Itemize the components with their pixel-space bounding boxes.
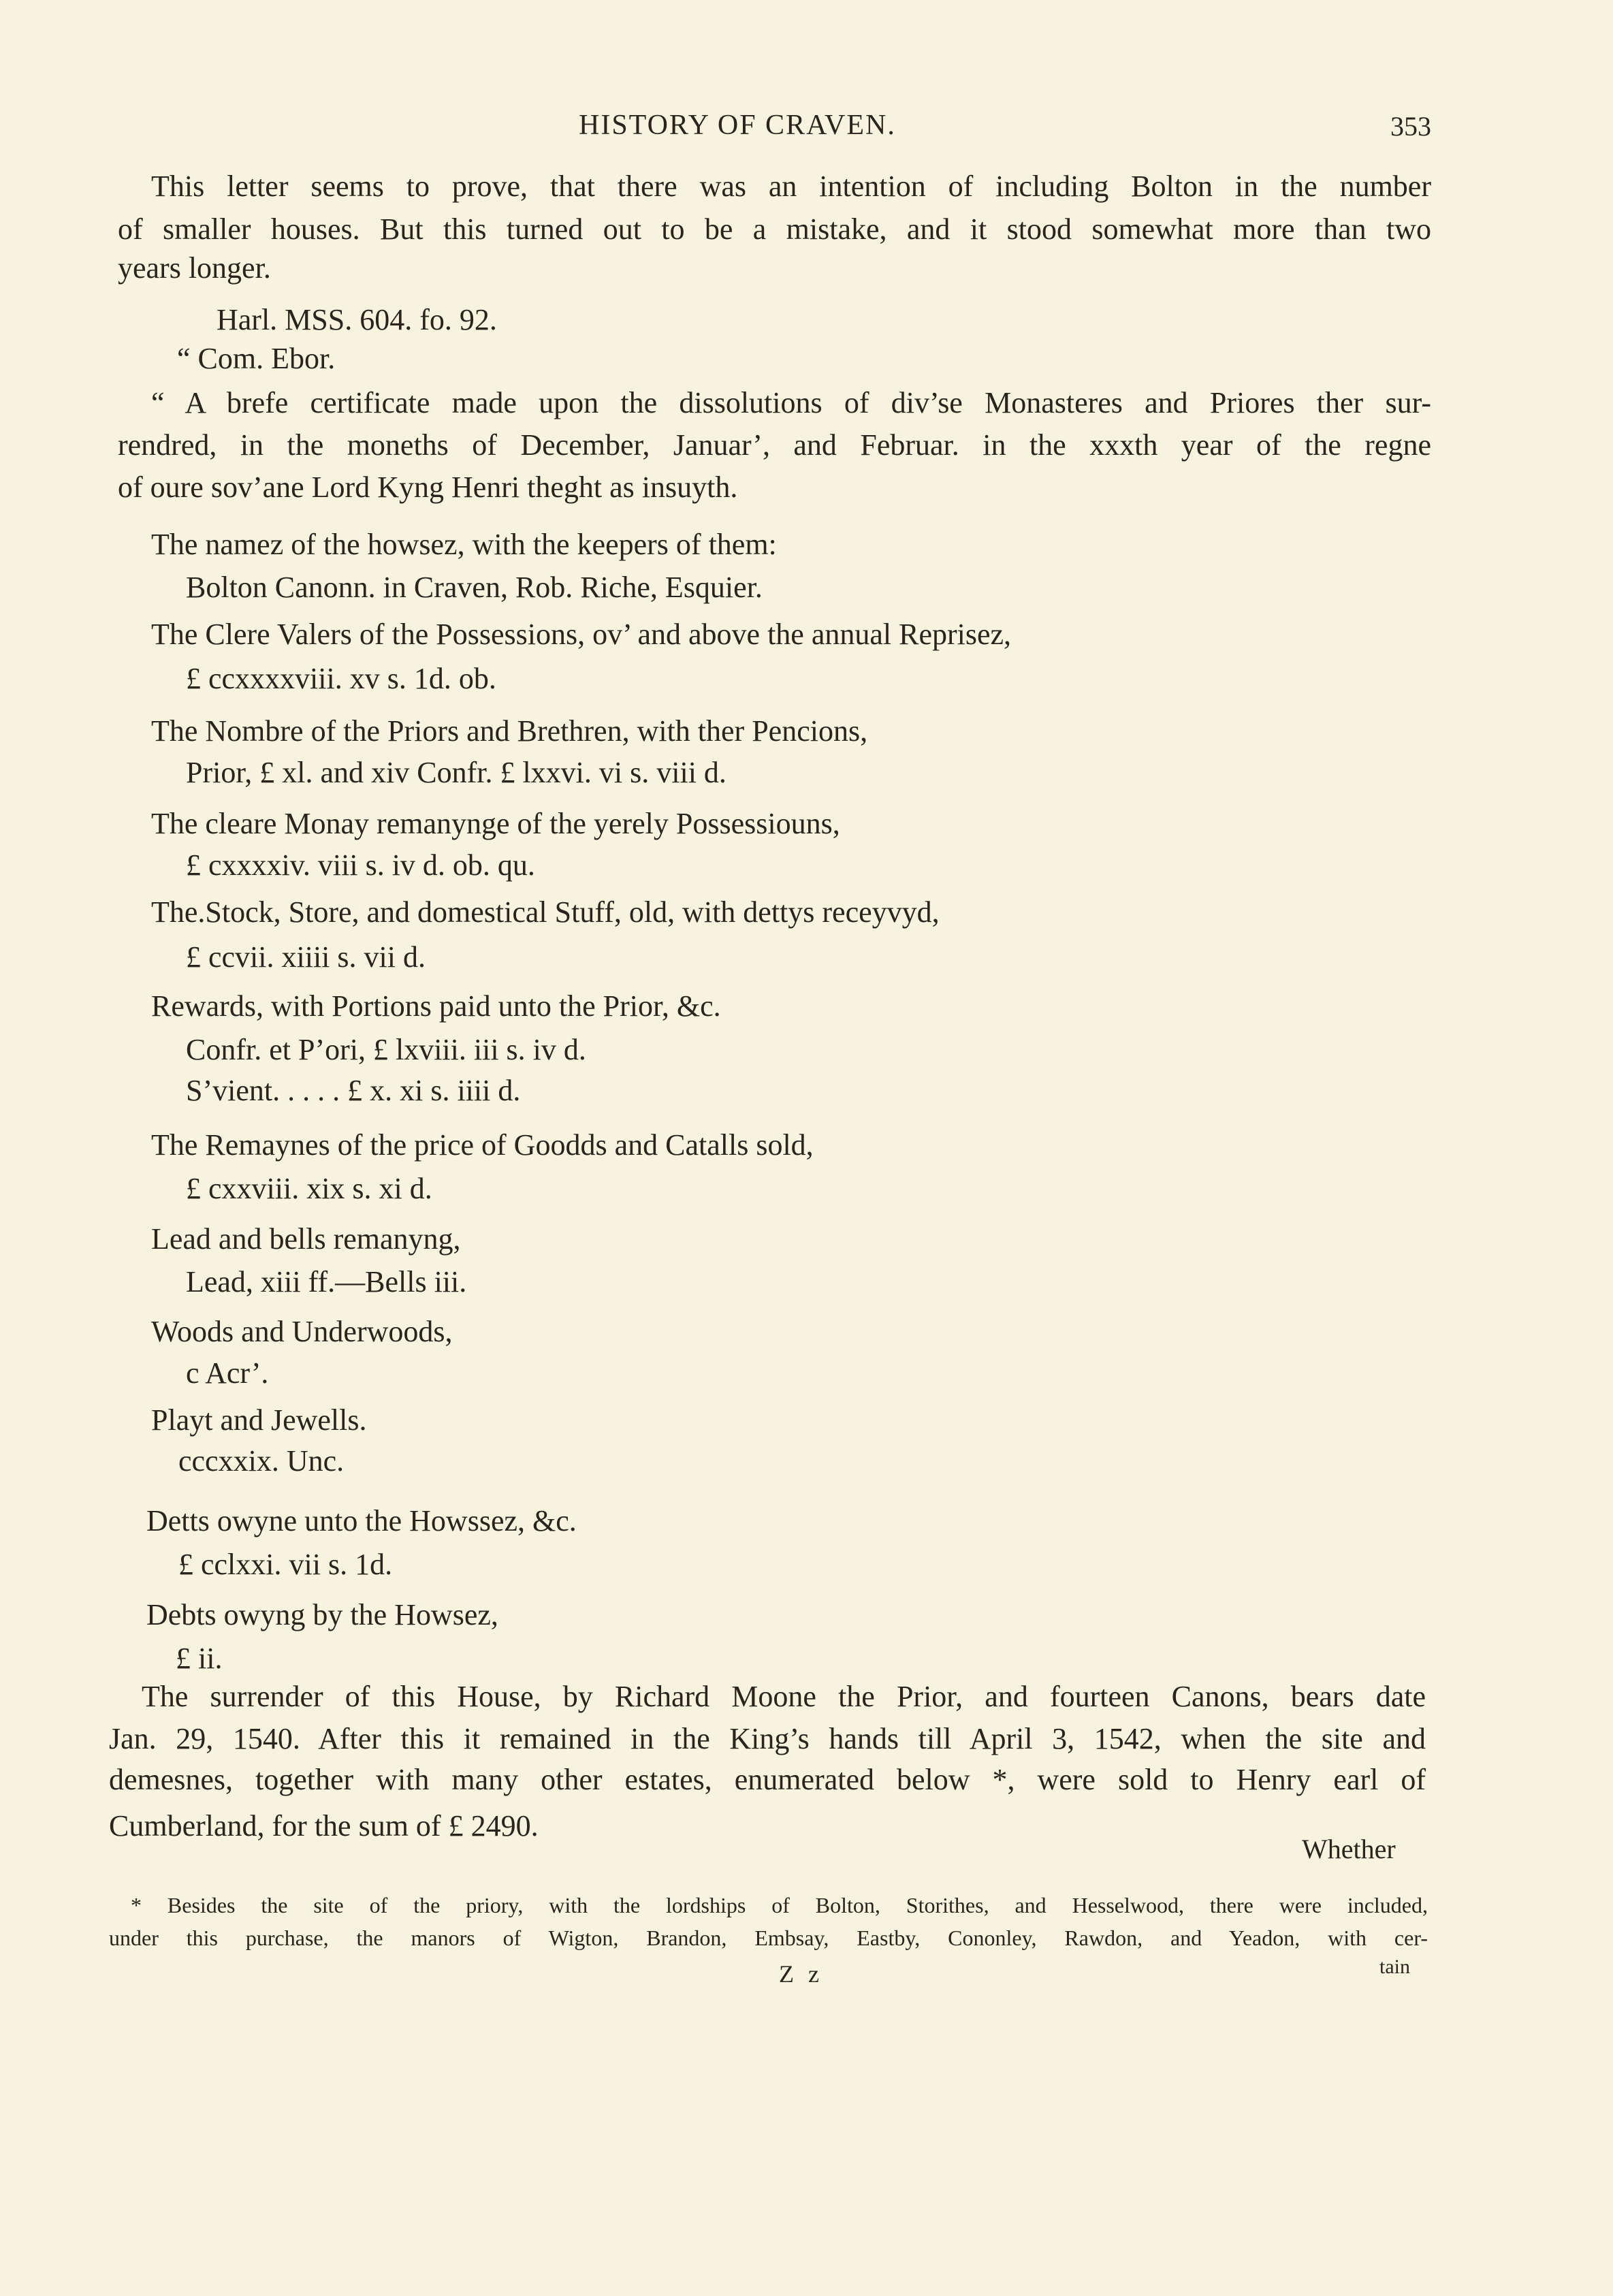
list-entry: £ cxxviii. xix s. xi d. <box>186 1172 432 1205</box>
paragraph-line: years longer. <box>118 251 271 285</box>
signature-mark: Z z <box>779 1960 823 1988</box>
list-heading: Lead and bells remanyng, <box>151 1222 461 1256</box>
footnote-catchword: tain <box>1379 1956 1410 1978</box>
footnote-line: * Besides the site of the priory, with the lordships of Bolton, Storithes, and Hesselwood, there were included, <box>131 1893 1428 1917</box>
list-entry: S’vient. . . . . £ x. xi s. iiii d. <box>186 1074 521 1107</box>
list-entry: Lead, xiii ff.—Bells iii. <box>186 1265 467 1298</box>
paragraph-line: Jan. 29, 1540. After this it remained in the King’s hands till April 3, 1542, when the site and <box>109 1722 1426 1755</box>
list-entry: Bolton Canonn. in Craven, Rob. Riche, Esquier. <box>186 571 763 604</box>
quote-line: “ A brefe certificate made upon the dissolutions of div’se Monasteres and Priores ther sur- <box>151 386 1431 419</box>
paragraph-line: The surrender of this House, by Richard Moone the Prior, and fourteen Canons, bears date <box>142 1680 1426 1713</box>
list-heading: Woods and Underwoods, <box>151 1315 453 1348</box>
list-heading: The.Stock, Store, and domestical Stuff, old, with dettys receyvyd, <box>151 895 940 929</box>
quote-line: rendred, in the moneths of December, Januar’, and Februar. in the xxxth year of the regne <box>118 428 1431 462</box>
list-heading: The Nombre of the Priors and Brethren, with ther Pencions, <box>151 714 868 748</box>
list-heading: Debts owyng by the Howsez, <box>146 1598 498 1631</box>
list-entry: £ ccxxxxviii. xv s. 1d. ob. <box>186 662 496 695</box>
quote-line: “ Com. Ebor. <box>177 342 336 375</box>
paragraph-line: demesnes, together with many other estates, enumerated below *, were sold to Henry earl of <box>109 1763 1426 1796</box>
list-heading: The cleare Monay remanynge of the yerely Possessiouns, <box>151 807 840 840</box>
list-heading: The Remaynes of the price of Goodds and Catalls sold, <box>151 1128 814 1162</box>
quote-line: of oure sov’ane Lord Kyng Henri theght as insuyth. <box>118 471 738 504</box>
list-entry: Prior, £ xl. and xiv Confr. £ lxxvi. vi s. viii d. <box>186 756 726 789</box>
list-entry: £ ii. <box>176 1642 223 1675</box>
list-heading: Detts owyne unto the Howssez, &c. <box>146 1504 577 1537</box>
catchword: Whether <box>1302 1834 1396 1864</box>
paragraph-line: This letter seems to prove, that there was an intention of including Bolton in the number <box>151 170 1431 203</box>
paragraph-line: Cumberland, for the sum of £ 2490. <box>109 1809 539 1843</box>
list-heading: Rewards, with Portions paid unto the Prior, &c. <box>151 989 721 1023</box>
list-entry: £ ccvii. xiiii s. vii d. <box>186 940 426 974</box>
list-entry: cccxxix. Unc. <box>178 1444 345 1478</box>
citation-line: Harl. MSS. 604. fo. 92. <box>217 303 497 336</box>
page-number: 353 <box>1390 111 1431 142</box>
list-entry: £ cxxxxiv. viii s. iv d. ob. qu. <box>186 848 535 882</box>
list-heading: Playt and Jewells. <box>151 1403 367 1437</box>
paragraph-line: of smaller houses. But this turned out to be a mistake, and it stood somewhat more than two <box>118 212 1431 246</box>
list-entry: Confr. et P’ori, £ lxviii. iii s. iv d. <box>186 1033 586 1066</box>
footnote-line: under this purchase, the manors of Wigton, Brandon, Embsay, Eastby, Cononley, Rawdon, and Yeadon, with cer- <box>109 1926 1428 1950</box>
list-heading: The namez of the howsez, with the keepers of them: <box>151 528 777 561</box>
list-entry: c Acr’. <box>186 1356 269 1390</box>
list-entry: £ cclxxi. vii s. 1d. <box>178 1548 393 1581</box>
running-head: HISTORY OF CRAVEN. <box>579 110 896 141</box>
list-heading: The Clere Valers of the Possessions, ov’ and above the annual Reprisez, <box>151 618 1012 651</box>
